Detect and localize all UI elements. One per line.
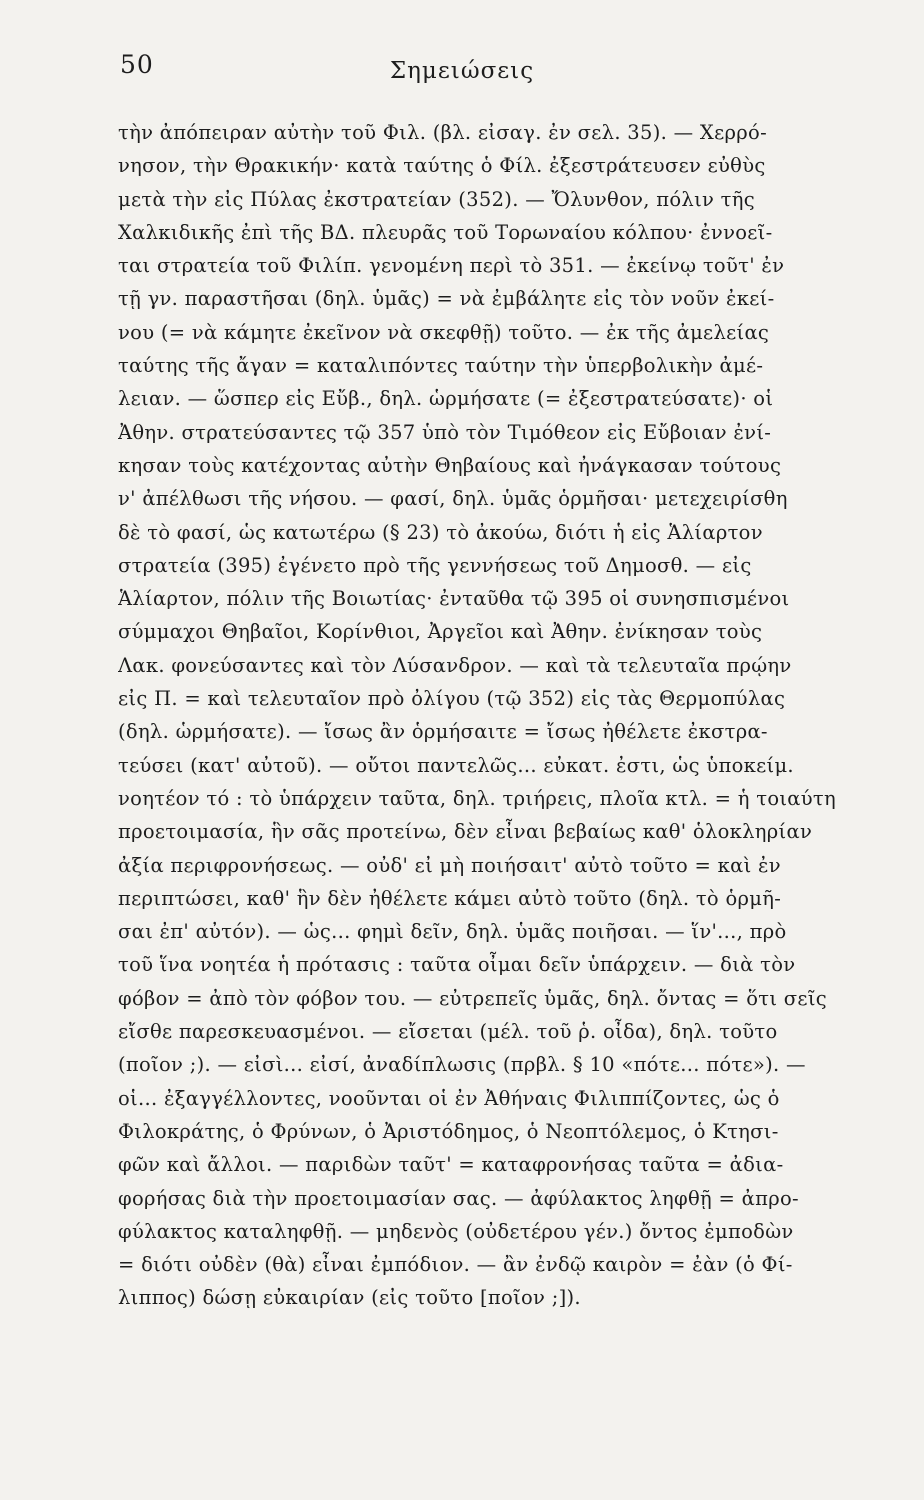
text-line: νου (= νὰ κάμητε ἐκεῖνον νὰ σκεφθῇ) τοῦτο. — ἐκ τῆς ἀμελείας	[118, 320, 770, 344]
text-line: λιππος) δώσῃ εὐκαιρίαν (εἰς τοῦτο [ποῖον ;]).	[118, 1286, 581, 1310]
text-line: Φιλοκράτης, ὁ Φρύνων, ὁ Ἀριστόδημος, ὁ Νεοπτόλεμος, ὁ Κτησι-	[118, 1119, 779, 1143]
text-line: Ἁλίαρτον, πόλιν τῆς Βοιωτίας· ἐνταῦθα τῷ 395 οἱ συνησπισμένοι	[118, 587, 790, 611]
text-line: σαι ἐπ' αὐτόν). — ὡς... φημὶ δεῖν, δηλ. ὑμᾶς ποιῆσαι. — ἵν'..., πρὸ	[118, 920, 787, 944]
text-line: τὴν ἀπόπειραν αὐτὴν τοῦ Φιλ. (βλ. εἰσαγ. ἐν σελ. 35). — Χερρό-	[118, 121, 767, 144]
text-line: = διότι οὐδὲν (θὰ) εἶναι ἐμπόδιον. — ἂν ἐνδῷ καιρὸν = ἐὰν (ὁ Φί-	[118, 1253, 793, 1277]
text-line: εἴσθε παρεσκευασμένοι. — εἴσεται (μέλ. τοῦ ῥ. οἶδα), δηλ. τοῦτο	[118, 1020, 778, 1044]
text-line: ταύτης τῆς ἄγαν = καταλιπόντες ταύτην τὴν ὑπερβολικὴν ἀμέ-	[118, 354, 764, 378]
text-line: νησον, τὴν Θρακικήν· κατὰ ταύτης ὁ Φίλ. ἐξεστράτευσεν εὐθὺς	[118, 154, 766, 178]
text-line: ν' ἀπέλθωσι τῆς νήσου. — φασί, δηλ. ὑμᾶς ὁρμῆσαι· μετεχειρίσθη	[118, 487, 788, 511]
text-line: (δηλ. ὡρμήσατε). — ἴσως ἂν ὁρμήσαιτε = ἴσως ἠθέλετε ἐκστρα-	[118, 720, 768, 744]
text-line: Ἀθην. στρατεύσαντες τῷ 357 ὑπὸ τὸν Τιμόθεον εἰς Εὔβοιαν ἐνί-	[118, 420, 772, 444]
text-line: φῶν καὶ ἄλλοι. — παριδὼν ταῦτ' = καταφρονήσας ταῦτα = ἀδια-	[118, 1153, 784, 1177]
text-line: δὲ τὸ φασί, ὡς κατωτέρω (§ 23) τὸ ἀκούω, διότι ἡ εἰς Ἁλίαρτον	[118, 520, 763, 544]
text-line: στρατεία (395) ἐγένετο πρὸ τῆς γεννήσεως τοῦ Δημοσθ. — εἰς	[118, 553, 752, 577]
text-line: ἀξία περιφρονήσεως. — οὐδ' εἰ μὴ ποιήσαιτ' αὐτὸ τοῦτο = καὶ ἐν	[118, 853, 781, 877]
text-line: Λακ. φονεύσαντες καὶ τὸν Λύσανδρον. — καὶ τὰ τελευταῖα πρῴην	[118, 653, 792, 677]
running-head: Σημειώσεις	[389, 58, 535, 84]
text-line: περιπτώσει, καθ' ἣν δὲν ἠθέλετε κάμει αὐτὸ τοῦτο (δηλ. τὸ ὁρμῆ-	[118, 886, 782, 910]
text-line: τεύσει (κατ' αὐτοῦ). — οὔτοι παντελῶς... εὐκατ. ἐστι, ὡς ὑποκείμ.	[118, 753, 794, 777]
text-line: φορήσας διὰ τὴν προετοιμασίαν σας. — ἀφύλακτος ληφθῇ = ἀπρο-	[118, 1186, 799, 1210]
text-line: σύμμαχοι Θηβαῖοι, Κορίνθιοι, Ἀργεῖοι καὶ Ἀθην. ἐνίκησαν τοὺς	[118, 620, 763, 644]
text-line: μετὰ τὴν εἰς Πύλας ἐκστρατείαν (352). — Ὄλυνθον, πόλιν τῆς	[118, 187, 755, 211]
page-number: 50	[120, 50, 154, 79]
text-line: ται στρατεία τοῦ Φιλίπ. γενομένη περὶ τὸ 351. — ἐκείνῳ τοῦτ' ἐν	[118, 254, 785, 278]
text-line: λειαν. — ὥσπερ εἰς Εὔβ., δηλ. ὡρμήσατε (= ἐξεστρατεύσατε)· οἱ	[118, 387, 774, 411]
text-line: εἰς Π. = καὶ τελευταῖον πρὸ ὀλίγου (τῷ 352) εἰς τὰς Θερμοπύλας	[118, 687, 786, 711]
text-line: τοῦ ἵνα νοητέα ἡ πρότασις : ταῦτα οἶμαι δεῖν ὑπάρχειν. — διὰ τὸν	[118, 953, 796, 977]
text-line: προετοιμασία, ἣν σᾶς προτείνω, δὲν εἶναι βεβαίως καθ' ὁλοκληρίαν	[118, 820, 813, 844]
text-line: φόβον = ἀπὸ τὸν φόβον του. — εὐτρεπεῖς ὑμᾶς, δηλ. ὄντας = ὅτι σεῖς	[118, 986, 827, 1010]
text-line: φύλακτος καταληφθῇ. — μηδενὸς (οὐδετέρου γέν.) ὄντος ἐμποδὼν	[118, 1219, 794, 1243]
text-line: νοητέον τό : τὸ ὑπάρχειν ταῦτα, δηλ. τριήρεις, πλοῖα κτλ. = ἡ τοιαύτη	[118, 786, 836, 810]
text-line: τῇ γν. παραστῆσαι (δηλ. ὑμᾶς) = νὰ ἐμβάλητε εἰς τὸν νοῦν ἐκεί-	[118, 287, 775, 311]
notes-body	[118, 116, 876, 1315]
text-line: οἱ... ἐξαγγέλλοντες, νοοῦνται οἱ ἐν Ἀθήναις Φιλιππίζοντες, ὡς ὁ	[118, 1086, 780, 1110]
text-line: κησαν τοὺς κατέχοντας αὐτὴν Θηβαίους καὶ ἠνάγκασαν τούτους	[118, 453, 782, 477]
text-line: (ποῖον ;). — εἰσὶ... εἰσί, ἀναδίπλωσις (πρβλ. § 10 «πότε... πότε»). —	[118, 1053, 806, 1077]
text-line: Χαλκιδικῆς ἐπὶ τῆς ΒΔ. πλευρᾶς τοῦ Τορωναίου κόλπου· ἐννοεῖ-	[118, 220, 773, 244]
